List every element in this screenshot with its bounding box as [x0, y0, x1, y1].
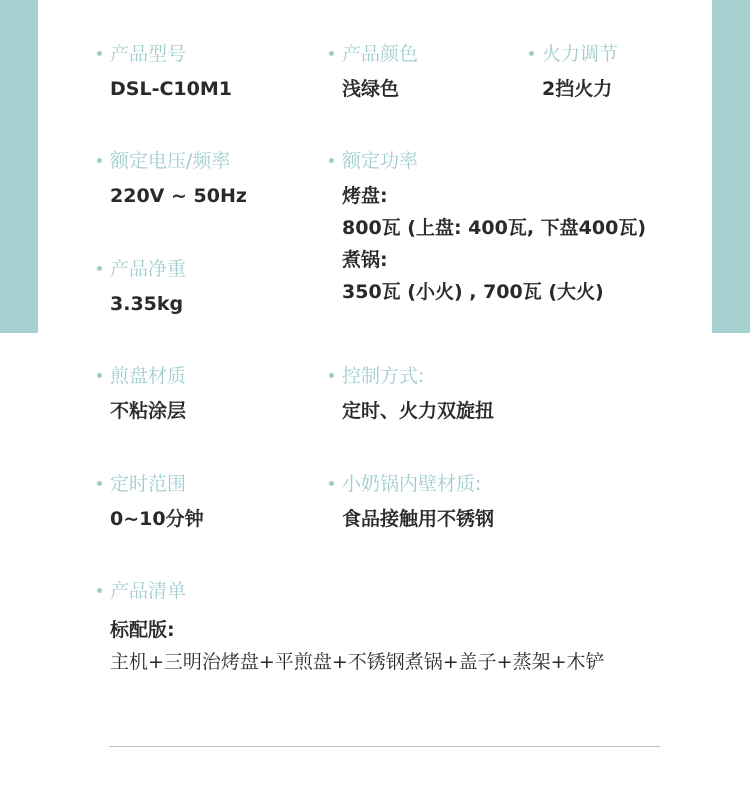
bullet-dot-icon [97, 588, 102, 593]
package-heading: 标配版: [110, 619, 175, 641]
spec-label: 产品型号 [110, 43, 187, 65]
power-line: 350瓦 (小火) , 700瓦 (大火) [342, 281, 604, 303]
bullet-dot-icon [529, 51, 534, 56]
bullet-dot-icon [329, 51, 334, 56]
spec-value: 浅绿色 [342, 78, 400, 100]
spec-label: 产品颜色 [342, 43, 419, 65]
bullet-dot-icon [97, 266, 102, 271]
spec-power [329, 148, 646, 308]
spec-value-lines [329, 180, 646, 308]
bullet-dot-icon [329, 158, 334, 163]
spec-color [329, 41, 418, 105]
bullet-dot-icon [329, 481, 334, 486]
spec-value: 不粘涂层 [110, 400, 187, 422]
spec-package [97, 578, 605, 678]
spec-model [97, 41, 232, 105]
spec-value: 0~10分钟 [110, 508, 204, 530]
spec-value: 食品接触用不锈钢 [342, 508, 495, 530]
power-line: 煮锅: [342, 249, 388, 271]
right-decor-band [712, 0, 750, 333]
spec-pan-material [97, 363, 186, 427]
power-line: 800瓦 (上盘: 400瓦, 下盘400瓦) [342, 217, 647, 239]
spec-pot-material [329, 471, 494, 535]
bullet-dot-icon [97, 481, 102, 486]
bullet-dot-icon [97, 373, 102, 378]
spec-label: 煎盘材质 [110, 365, 187, 387]
bullet-dot-icon [97, 158, 102, 163]
spec-label: 小奶锅内壁材质: [342, 473, 482, 495]
spec-label: 产品净重 [110, 258, 187, 280]
spec-label: 额定功率 [342, 150, 419, 172]
spec-value: 定时、火力双旋扭 [342, 400, 495, 422]
left-decor-band [0, 0, 38, 333]
spec-label: 火力调节 [542, 43, 619, 65]
spec-voltage [97, 148, 247, 212]
spec-label: 额定电压/频率 [110, 150, 231, 172]
spec-value: 3.35kg [110, 293, 184, 315]
spec-label: 定时范围 [110, 473, 187, 495]
spec-value: 2挡火力 [542, 78, 613, 100]
spec-label: 产品清单 [110, 580, 187, 602]
spec-timer [97, 471, 204, 535]
bottom-divider [109, 746, 660, 747]
spec-value: DSL-C10M1 [110, 78, 232, 100]
bullet-dot-icon [97, 51, 102, 56]
power-line: 烤盘: [342, 185, 388, 207]
spec-weight [97, 256, 186, 320]
spec-label: 控制方式: [342, 365, 425, 387]
spec-control [329, 363, 494, 427]
spec-heat [529, 41, 618, 105]
bullet-dot-icon [329, 373, 334, 378]
package-items: 主机+三明治烤盘+平煎盘+不锈钢煮锅+盖子+蒸架+木铲 [110, 651, 605, 673]
spec-value: 220V ~ 50Hz [110, 185, 247, 207]
